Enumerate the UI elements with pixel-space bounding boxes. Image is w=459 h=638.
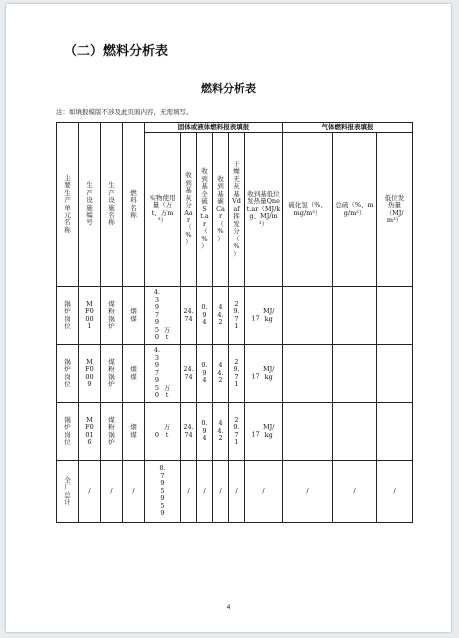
cell-vdaf: / xyxy=(229,461,245,523)
page-number: 4 xyxy=(226,604,231,611)
table-title: 燃料分析表 xyxy=(201,82,256,95)
cell-fuel: 烟煤 xyxy=(123,403,145,461)
cell-facility-no: / xyxy=(79,461,101,523)
cell-aar: 24.74 xyxy=(181,403,197,461)
cell-low-heat xyxy=(377,287,413,345)
cell-facility-name: 煤粉锅炉 xyxy=(101,287,123,345)
cell-facility-no: MF0009 xyxy=(79,345,101,403)
fuel-analysis-table xyxy=(56,122,413,523)
cell-facility-name: 煤粉锅炉 xyxy=(101,403,123,461)
cell-car: 44.2 xyxy=(213,345,229,403)
col-header-star: 收到基全硫St.ar（%） xyxy=(197,133,213,287)
cell-vdaf: 29.71 xyxy=(229,403,245,461)
cell-total-s xyxy=(333,345,377,403)
cell-facility-no: MF0016 xyxy=(79,403,101,461)
cell-amount: 4.397950 万t xyxy=(145,345,181,403)
section-title: （二）燃料分析表 xyxy=(64,44,169,59)
document-page xyxy=(6,4,451,632)
col-header-low-heat: 低位发热量（MJ/m³） xyxy=(377,133,413,287)
cell-qnet: / xyxy=(245,461,283,523)
cell-unit: 锅炉岗位 xyxy=(57,403,79,461)
cell-fuel: 烟煤 xyxy=(123,345,145,403)
col-header-vdaf: 干燥无灰基Vdaf挥发分（%） xyxy=(229,133,245,287)
cell-star: 0.94 xyxy=(197,345,213,403)
col-header-amount: 实物使用量（万t、万m³） xyxy=(145,133,181,287)
table-row xyxy=(57,287,413,345)
total-row xyxy=(57,461,413,523)
cell-vdaf: 29.71 xyxy=(229,345,245,403)
cell-facility-name: 煤粉锅炉 xyxy=(101,345,123,403)
cell-total-label: 全厂总计 xyxy=(57,461,79,523)
cell-vdaf: 29.71 xyxy=(229,287,245,345)
col-header-aar: 收到基灰分Aar（%） xyxy=(181,133,197,287)
cell-fuel: / xyxy=(123,461,145,523)
cell-low-heat xyxy=(377,403,413,461)
cell-amount: 8.795959 xyxy=(145,461,181,523)
cell-amount: 0 万t xyxy=(145,403,181,461)
cell-car: / xyxy=(213,461,229,523)
cell-aar: 24.74 xyxy=(181,287,197,345)
cell-total-s xyxy=(333,287,377,345)
cell-facility-name: / xyxy=(101,461,123,523)
cell-h2s xyxy=(283,403,333,461)
cell-h2s xyxy=(283,287,333,345)
col-header-facility-name: 生产设施名称 xyxy=(101,123,123,287)
cell-star: / xyxy=(197,461,213,523)
cell-low-heat xyxy=(377,345,413,403)
cell-aar: 24.74 xyxy=(181,345,197,403)
table-row xyxy=(57,345,413,403)
col-header-car: 收到基碳Car（%） xyxy=(213,133,229,287)
cell-star: 0.94 xyxy=(197,287,213,345)
table-row xyxy=(57,403,413,461)
cell-h2s xyxy=(283,345,333,403)
cell-star: 0.94 xyxy=(197,403,213,461)
col-header-total-s: 总硫（%、mg/m³） xyxy=(333,133,377,287)
cell-low-heat: / xyxy=(377,461,413,523)
table-note: 注：如填报模版不涉及此页面内容，无需填写。 xyxy=(56,108,193,116)
cell-qnet: 17 MJ/kg xyxy=(245,345,283,403)
cell-unit: 锅炉岗位 xyxy=(57,287,79,345)
cell-amount: 4.397950 万t xyxy=(145,287,181,345)
cell-car: 44.2 xyxy=(213,287,229,345)
cell-qnet: 17 MJ/kg xyxy=(245,403,283,461)
col-header-h2s: 硫化氢（%、mg/m³） xyxy=(283,133,333,287)
cell-facility-no: MF0001 xyxy=(79,287,101,345)
cell-unit: 锅炉岗位 xyxy=(57,345,79,403)
group-header-gas: 气体燃料报表填报 xyxy=(283,123,413,133)
cell-fuel: 烟煤 xyxy=(123,287,145,345)
cell-h2s: / xyxy=(283,461,333,523)
cell-car: 44.2 xyxy=(213,403,229,461)
cell-total-s xyxy=(333,403,377,461)
cell-aar: / xyxy=(181,461,197,523)
group-header-solid-liquid: 固体或液体燃料报表填报 xyxy=(145,123,283,133)
col-header-facility-no: 生产设施编号 xyxy=(79,123,101,287)
cell-total-s: / xyxy=(333,461,377,523)
col-header-fuel: 燃料名称 xyxy=(123,123,145,287)
cell-qnet: 17 MJ/kg xyxy=(245,287,283,345)
col-header-unit: 主要生产单元名称 xyxy=(57,123,79,287)
col-header-qnet: 收到基低位发热量Qnet.ar（MJ/kg、MJ/m³） xyxy=(245,133,283,287)
